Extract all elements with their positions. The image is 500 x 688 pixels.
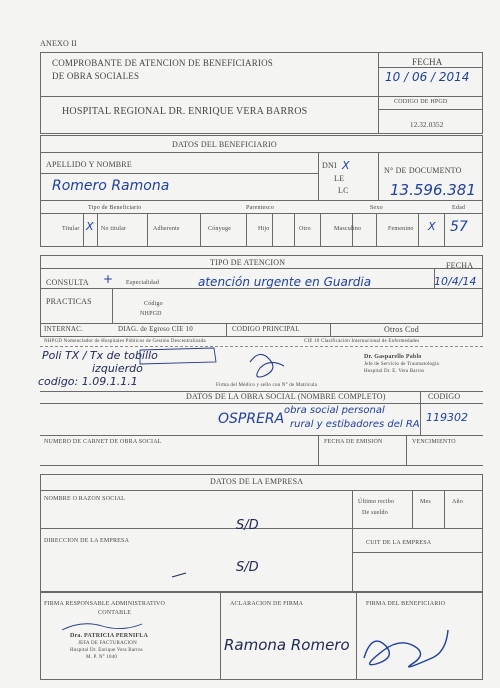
edad-value: 57: [450, 219, 468, 235]
responsable-label2: CONTABLE: [98, 610, 132, 616]
diagnosis-line2: izquierdo: [92, 362, 143, 375]
medico-stamp-line2: Jefe de Servicio de Traumatología: [364, 362, 439, 367]
obra-social-detail1: obra social personal: [284, 405, 385, 416]
otros-cod-label: Otros Cod: [384, 325, 419, 334]
medico-stamp-line3: Hospital Dr. E. Vera Barros: [364, 369, 425, 374]
obra-social-name: OSPRERA: [218, 411, 285, 427]
apellido-value: Romero Ramona: [52, 178, 170, 194]
codigo-principal-label: CODIGO PRINCIPAL: [232, 325, 300, 333]
especialidad-value: atención urgente en Guardia: [198, 275, 372, 289]
fecha-label: FECHA: [412, 57, 443, 67]
admin-stamp-line4: M. P. N° 1040: [86, 655, 118, 660]
diagnosis-line1: Poli TX / Tx de tobillo: [42, 349, 158, 362]
no-titular-label: No titular: [101, 226, 127, 232]
form-title-line1: COMPROBANTE DE ATENCION DE BENEFICIARIOS: [52, 58, 274, 68]
nhpgd-label: NHPGD: [140, 311, 162, 317]
razon-social-label: NOMBRE O RAZON SOCIAL: [44, 496, 126, 502]
le-label: LE: [334, 174, 345, 183]
form-title-line2: DE OBRA SOCIALES: [52, 71, 140, 81]
cuit-label: CUIT DE LA EMPRESA: [366, 540, 432, 546]
n-documento-label: N° DE DOCUMENTO: [384, 166, 462, 175]
atencion-section-title: TIPO DE ATENCION: [210, 258, 286, 267]
femenino-mark: X: [428, 220, 436, 233]
beneficiario-section-title: DATOS DEL BENEFICIARIO: [172, 140, 277, 149]
titular-mark: X: [86, 220, 94, 233]
hospital-name: HOSPITAL REGIONAL DR. ENRIQUE VERA BARROS: [62, 106, 308, 117]
dni-label: DNI: [322, 161, 337, 170]
otro-label: Otro: [299, 226, 311, 232]
adherente-label: Adherente: [153, 226, 180, 232]
admin-stamp-line3: Hospital Dr. Enrique Vera Barros: [70, 648, 143, 653]
consulta-label: CONSULTA: [46, 278, 89, 287]
beneficiario-firma-label: FIRMA DEL BENEFICIARIO: [366, 601, 446, 607]
medico-stamp-name: Dr. Gasparello Pablo: [364, 354, 422, 360]
admin-stamp-name: Dra. PATRICIA PERNIFLA: [70, 633, 149, 639]
aclaracion-value: Ramona Romero: [224, 636, 350, 654]
diagnosis-code: codigo: 1.09.1.1.1: [38, 375, 138, 388]
diagnosis-box-stroke: [140, 348, 216, 364]
beneficiary-signature: [364, 630, 448, 667]
admin-signature: [62, 624, 142, 630]
cie-note: CIE 10 Clasificación Internacional de Enfermedades: [304, 339, 420, 344]
n-documento-value: 13.596.381: [390, 181, 476, 199]
razon-social-sd: S/D: [236, 518, 259, 533]
practicas-label: PRACTICAS: [46, 297, 92, 306]
codigo-hpgd-value: 12.32.0352: [410, 121, 444, 129]
aclaracion-label: ACLARACION DE FIRMA: [230, 601, 304, 607]
obra-social-codigo-label: CODIGO: [428, 392, 461, 401]
responsable-label1: FIRMA RESPONSABLE ADMINISTRATIVO: [44, 601, 166, 607]
ultimo-recibo-label1: Último recibo: [358, 499, 395, 505]
anio-label: Año: [452, 499, 463, 505]
lc-label: LC: [338, 186, 349, 195]
obra-social-detail2: rural y estibadores del RA: [290, 419, 420, 430]
carnet-label: NUMERO DE CARNET DE OBRA SOCIAL: [44, 439, 162, 445]
atencion-fecha-value: 10/4/14: [434, 275, 477, 288]
direccion-sd: S/D: [236, 560, 259, 575]
codigo-hpgd-label: CODIGO DE HPGD: [394, 99, 448, 105]
firma-medico-label: Firma del Médico y sello con N° de Matrícula: [216, 383, 318, 388]
obra-social-codigo-value: 119302: [426, 411, 468, 424]
masculino-label: Masculino: [334, 226, 362, 232]
consulta-mark: +: [103, 272, 114, 286]
especialidad-label: Especialidad: [126, 280, 160, 286]
apellido-label: APELLIDO Y NOMBRE: [46, 160, 132, 169]
direccion-label: DIRECCION DE LA EMPRESA: [44, 538, 130, 544]
tipo-beneficiario-label: Tipo de Beneficiario: [88, 205, 142, 211]
edad-label: Edad: [452, 205, 466, 211]
nomenclador-note: NHPGD Nomenclador de Hospitales Públicos de Gestión Descentralizada: [44, 339, 206, 344]
fecha-emision-label: FECHA DE EMISION: [324, 439, 383, 445]
codigo-label: Código: [144, 301, 163, 307]
femenino-label: Femenino: [388, 226, 414, 232]
parentesco-label: Parentesco: [246, 205, 274, 211]
annex-label: ANEXO II: [40, 39, 77, 48]
ultimo-recibo-label2: De sueldo: [362, 510, 388, 516]
sexo-label: Sexo: [370, 205, 383, 211]
vencimiento-label: VENCIMIENTO: [412, 439, 456, 445]
mes-label: Mes: [420, 499, 431, 505]
fecha-value: 10 / 06 / 2014: [385, 70, 470, 84]
titular-label: Titular: [62, 226, 80, 232]
admin-stamp-line2: JEFA DE FACTURACION: [78, 641, 137, 646]
atencion-fecha-label: FECHA: [446, 261, 474, 270]
empresa-section-title: DATOS DE LA EMPRESA: [210, 477, 304, 486]
internac-label: INTERNAC.: [44, 325, 83, 333]
dni-mark: X: [342, 159, 350, 172]
conyuge-label: Cónyuge: [208, 226, 232, 232]
obra-social-section-title: DATOS DE LA OBRA SOCIAL (NOMBRE COMPLETO): [186, 392, 386, 401]
diag-label: DIAG. de Egreso CIE 10: [118, 325, 193, 333]
medico-signature: [250, 354, 284, 377]
hijo-label: Hijo: [258, 226, 270, 232]
